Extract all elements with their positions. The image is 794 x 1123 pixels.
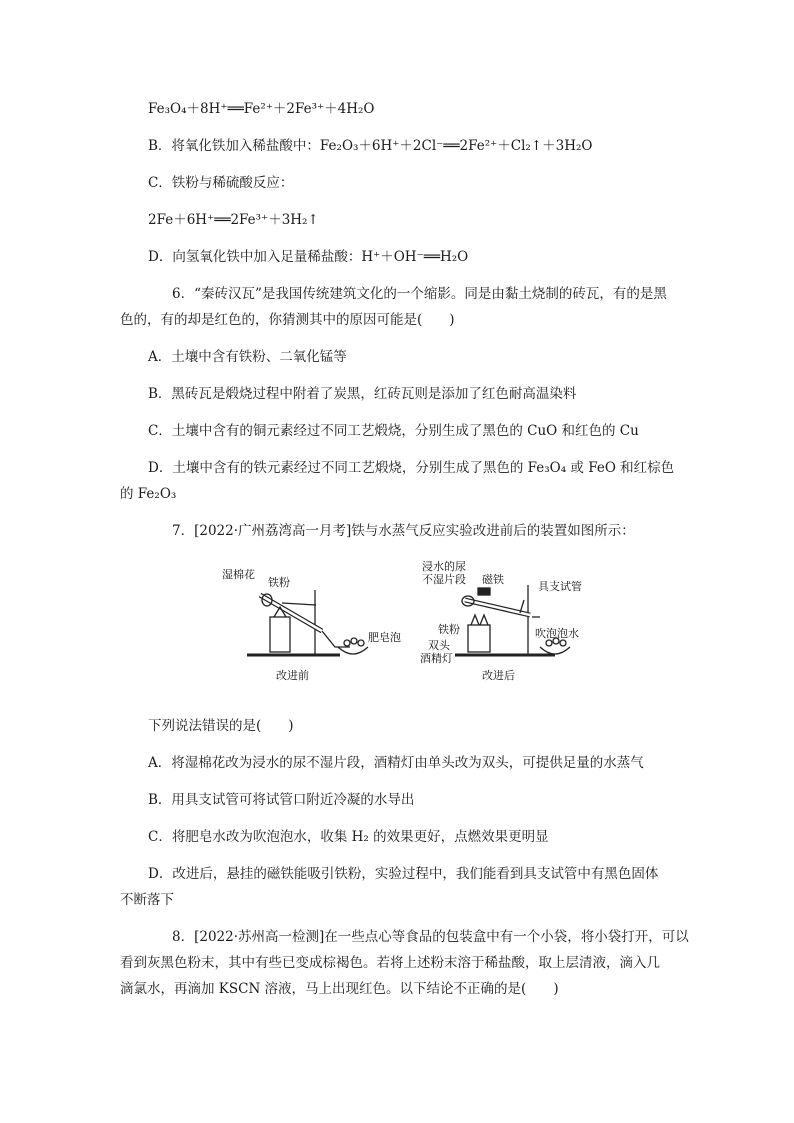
- before-alcohol-lamp: [270, 617, 290, 652]
- q8-stem-line3: 滴氯水，再滴加 KSCN 溶液，马上出现红色。以下结论不正确的是( ): [120, 981, 559, 997]
- before-delivery-tube: [322, 631, 350, 647]
- equation-fe3o4: Fe₃O₄＋8H⁺══Fe²⁺＋2Fe³⁺＋4H₂O: [148, 101, 375, 117]
- label-after-iron: 铁粉: [438, 623, 460, 636]
- apparatus-figure: [210, 555, 620, 685]
- q6-option-c: C．土壤中含有的铜元素经过不同工艺煅烧，分别生成了黑色的 CuO 和红色的 Cu: [148, 423, 639, 439]
- q8-stem-line2: 看到灰黑色粉末，其中有些已变成棕褐色。若将上述粉末溶于稀盐酸，取上层清液，滴入几: [120, 955, 660, 971]
- label-strip-line1: 浸水的尿: [422, 560, 466, 573]
- label-lamp-line1: 双头: [428, 639, 450, 652]
- equation-fe: 2Fe＋6H⁺══2Fe³⁺＋3H₂↑: [148, 212, 319, 228]
- after-bubble-dish: [540, 647, 570, 654]
- q6-stem-line2: 色的，有的却是红色的，你猜测其中的原因可能是( ): [120, 312, 455, 328]
- q8-stem-line1: 8．[2022·苏州高一检测]在一些点心等食品的包装盒中有一个小袋，将小袋打开，可以: [172, 929, 689, 945]
- caption-before: 改进前: [276, 669, 309, 682]
- q6-stem-line1: 6．“秦砖汉瓦”是我国传统建筑文化的一个缩影。同是由黏土烧制的砖瓦，有的是黑: [172, 286, 667, 302]
- before-soap-dish: [338, 647, 368, 654]
- label-soap-bubble: 肥皂泡: [368, 631, 401, 644]
- option-d-fe-oh3: D．向氢氧化铁中加入足量稀盐酸：H⁺＋OH⁻══H₂O: [148, 249, 469, 265]
- label-side-arm-tube: 具支试管: [538, 580, 582, 593]
- after-flames: [471, 615, 488, 625]
- label-strip-line2: 不湿片段: [422, 573, 466, 586]
- q6-option-a: A．土壤中含有铁粉、二氧化锰等: [148, 349, 347, 365]
- caption-after: 改进后: [482, 669, 515, 682]
- after-magnet: [478, 588, 490, 595]
- option-b-fe2o3: B．将氧化铁加入稀盐酸中：Fe₂O₃＋6H⁺＋2Cl⁻══2Fe²⁺＋Cl₂↑＋3H₂O: [148, 138, 593, 154]
- after-double-lamp: [468, 625, 490, 652]
- q6-option-b: B．黑砖瓦是煅烧过程中附着了炭黑，红砖瓦则是添加了红色耐高温染料: [148, 386, 577, 402]
- q7-stem: 7．[2022·广州荔湾高一月考]铁与水蒸气反应实验改进前后的装置如图所示：: [172, 523, 635, 539]
- q7-option-d-line2: 不断落下: [120, 892, 174, 908]
- q7-option-d-line1: D．改进后，悬挂的磁铁能吸引铁粉，实验过程中，我们能看到具支试管中有黑色固体: [148, 866, 659, 882]
- q7-option-a: A．将湿棉花改为浸水的尿不湿片段，酒精灯由单头改为双头，可提供足量的水蒸气: [148, 755, 644, 771]
- q6-option-d-line2: 的 Fe₂O₃: [120, 486, 177, 502]
- label-before-iron: 铁粉: [268, 576, 290, 589]
- apparatus-diagram: [210, 555, 620, 685]
- label-magnet: 磁铁: [482, 573, 504, 586]
- q7-option-c: C．将肥皂水改为吹泡泡水，收集 H₂ 的效果更好，点燃效果更明显: [148, 829, 549, 845]
- label-wet-cotton: 湿棉花: [222, 568, 255, 581]
- label-lamp-line2: 酒精灯: [420, 652, 453, 665]
- label-bubble-water: 吹泡泡水: [535, 627, 579, 640]
- option-c-iron-acid: C．铁粉与稀硫酸反应：: [148, 175, 294, 191]
- q6-option-d-line1: D．土壤中含有的铁元素经过不同工艺煅烧，分别生成了黑色的 Fe₃O₄ 或 FeO 和红棕色: [148, 460, 675, 476]
- q7-ask: 下列说法错误的是( ): [148, 718, 294, 734]
- before-clamp: [282, 603, 316, 605]
- q7-option-b: B．用具支试管可将试管口附近冷凝的水导出: [148, 792, 415, 808]
